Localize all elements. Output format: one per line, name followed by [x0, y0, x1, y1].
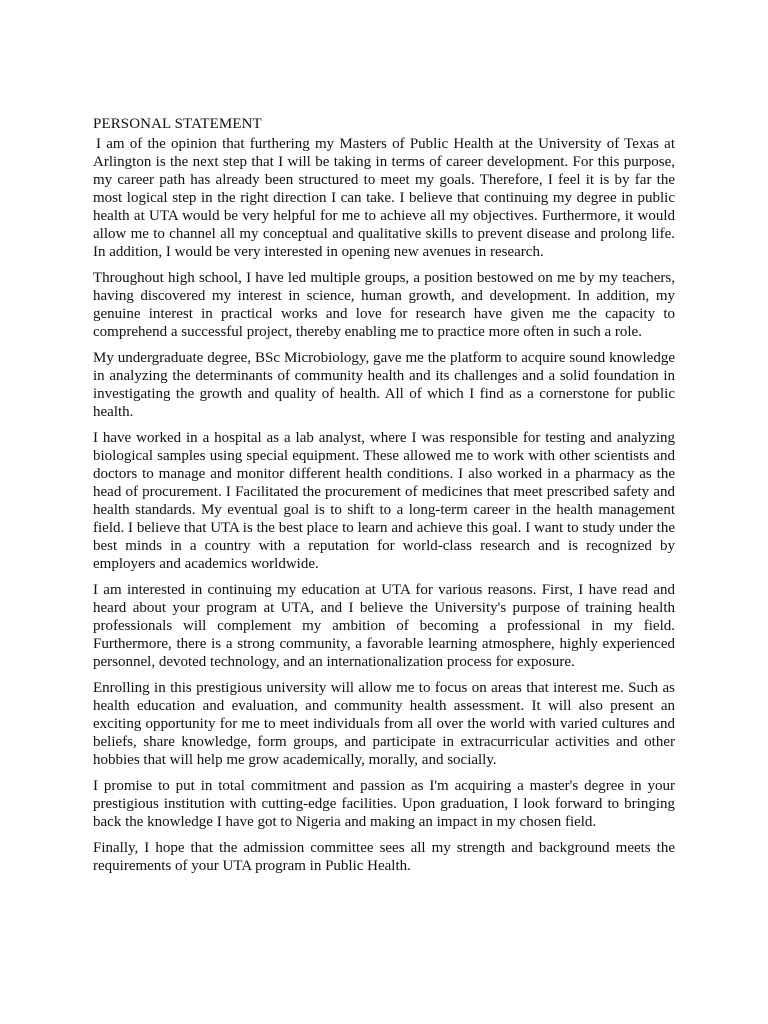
paragraph-closing: Finally, I hope that the admission committee sees all my strength and background meets the requirements of your UTA program in Public Health. — [93, 840, 675, 874]
paragraph-high-school: Throughout high school, I have led multiple groups, a position bestowed on me by my teachers, having discovered my interest in science, human growth, and development. In addition, my genuine interest in practical works and love for research have given me the capacity to comprehend a successful project, thereby enabling me to practice more often in such a role. — [93, 270, 675, 340]
document-body — [93, 115, 675, 883]
document-title: PERSONAL STATEMENT — [93, 116, 262, 132]
paragraph-intro: I am of the opinion that furthering my Masters of Public Health at the University of Texas at Arlington is the next step that I will be taking in terms of career development. For this purpose, my career path has already been structured to meet my goals. Therefore, I feel it is by far the most logical step in the right direction I can take. I believe that continuing my degree in public health at UTA would be very helpful for me to achieve all my objectives. Furthermore, it would allow me to channel all my conceptual and qualitative skills to prevent disease and prolong life. In addition, I would be very interested in opening new avenues in research. — [93, 136, 675, 260]
paragraph-undergraduate: My undergraduate degree, BSc Microbiology, gave me the platform to acquire sound knowledge in analyzing the determinants of community health and its challenges and a solid foundation in investigating the growth and quality of health. All of which I find as a cornerstone for public health. — [93, 350, 675, 420]
paragraph-enrolling: Enrolling in this prestigious university will allow me to focus on areas that interest me. Such as health education and evaluation, and community health assessment. It will also present an exciting opportunity for me to meet individuals from all over the world with varied cultures and beliefs, share knowledge, form groups, and participate in extracurricular activities and other hobbies that will help me grow academically, morally, and socially. — [93, 680, 675, 768]
paragraph-commitment: I promise to put in total commitment and passion as I'm acquiring a master's degree in your prestigious institution with cutting-edge facilities. Upon graduation, I look forward to bringing back the knowledge I have got to Nigeria and making an impact in my chosen field. — [93, 778, 675, 830]
paragraph-work-experience: I have worked in a hospital as a lab analyst, where I was responsible for testing and analyzing biological samples using special equipment. These allowed me to work with other scientists and doctors to manage and monitor different health conditions. I also worked in a pharmacy as the head of procurement. I Facilitated the procurement of medicines that meet prescribed safety and health standards. My eventual goal is to shift to a long-term career in the health management field. I believe that UTA is the best place to learn and achieve this goal. I want to study under the best minds in a country with a reputation for world-class research and is recognized by employers and academics worldwide. — [93, 430, 675, 572]
paragraph-reasons-uta: I am interested in continuing my education at UTA for various reasons. First, I have read and heard about your program at UTA, and I believe the University's purpose of training health professionals will complement my ambition of becoming a professional in my field. Furthermore, there is a strong community, a favorable learning atmosphere, highly experienced personnel, devoted technology, and an internationalization process for exposure. — [93, 582, 675, 670]
